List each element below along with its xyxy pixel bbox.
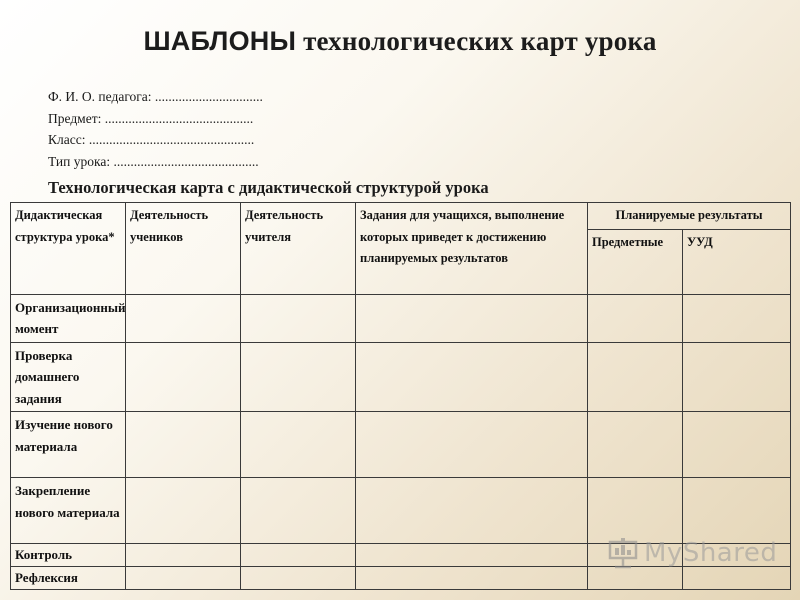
cell-subject-results bbox=[588, 412, 683, 478]
cell-tasks bbox=[356, 294, 588, 342]
header-uud: УУД bbox=[683, 229, 791, 294]
cell-students bbox=[126, 478, 241, 544]
cell-uud bbox=[683, 412, 791, 478]
row-label: Рефлексия bbox=[11, 567, 126, 590]
cell-students bbox=[126, 294, 241, 342]
cell-tasks bbox=[356, 544, 588, 567]
cell-teacher bbox=[241, 294, 356, 342]
header-row bbox=[11, 203, 791, 230]
table-row bbox=[11, 567, 791, 590]
lesson-type-field: Тип урока: ........................................... bbox=[48, 153, 259, 169]
cell-subject-results bbox=[588, 544, 683, 567]
table-row bbox=[11, 294, 791, 342]
row-label: Закрепление нового материала bbox=[11, 478, 126, 544]
grade-field: Класс: ................................................. bbox=[48, 132, 255, 147]
cell-uud bbox=[683, 544, 791, 567]
cell-tasks bbox=[356, 412, 588, 478]
cell-uud bbox=[683, 478, 791, 544]
cell-subject-results bbox=[588, 342, 683, 412]
page-title bbox=[0, 26, 800, 57]
lesson-meta bbox=[48, 86, 263, 172]
cell-uud bbox=[683, 342, 791, 412]
cell-teacher bbox=[241, 567, 356, 590]
table-row bbox=[11, 478, 791, 544]
header-students: Деятельность учеников bbox=[126, 203, 241, 295]
cell-tasks bbox=[356, 478, 588, 544]
cell-tasks bbox=[356, 342, 588, 412]
cell-teacher bbox=[241, 544, 356, 567]
subject-field: Предмет: ............................................ bbox=[48, 110, 254, 126]
header-tasks: Задания для учащихся, выполнение которых приведет к достижению планируемых результатов bbox=[356, 203, 588, 295]
cell-teacher bbox=[241, 478, 356, 544]
row-label: Контроль bbox=[11, 544, 126, 567]
cell-teacher bbox=[241, 342, 356, 412]
cell-uud bbox=[683, 294, 791, 342]
header-teacher: Деятельность учителя bbox=[241, 203, 356, 295]
row-label: Проверка домашнего задания bbox=[11, 342, 126, 412]
cell-subject-results bbox=[588, 478, 683, 544]
cell-students bbox=[126, 412, 241, 478]
cell-teacher bbox=[241, 412, 356, 478]
cell-subject-results bbox=[588, 567, 683, 590]
title-caps: ШАБЛОНЫ bbox=[143, 26, 297, 56]
teacher-field: Ф. И. О. педагога: ................................ bbox=[48, 89, 263, 104]
header-results: Планируемые результаты bbox=[588, 203, 791, 230]
cell-uud bbox=[683, 567, 791, 590]
header-subject-results: Предметные bbox=[588, 229, 683, 294]
cell-students bbox=[126, 342, 241, 412]
title-rest: технологических карт урока bbox=[303, 26, 657, 56]
table-caption: Технологическая карта с дидактической структурой урока bbox=[48, 178, 489, 197]
cell-students bbox=[126, 544, 241, 567]
table-row bbox=[11, 412, 791, 478]
cell-tasks bbox=[356, 567, 588, 590]
cell-subject-results bbox=[588, 294, 683, 342]
tech-card-table bbox=[10, 202, 791, 590]
cell-students bbox=[126, 567, 241, 590]
table-row bbox=[11, 342, 791, 412]
row-label: Организационный момент bbox=[11, 294, 126, 342]
header-structure: Дидактическая структура урока* bbox=[11, 203, 126, 295]
watermark-text: MyShared bbox=[644, 538, 778, 568]
table-row bbox=[11, 544, 791, 567]
row-label: Изучение нового материала bbox=[11, 412, 126, 478]
